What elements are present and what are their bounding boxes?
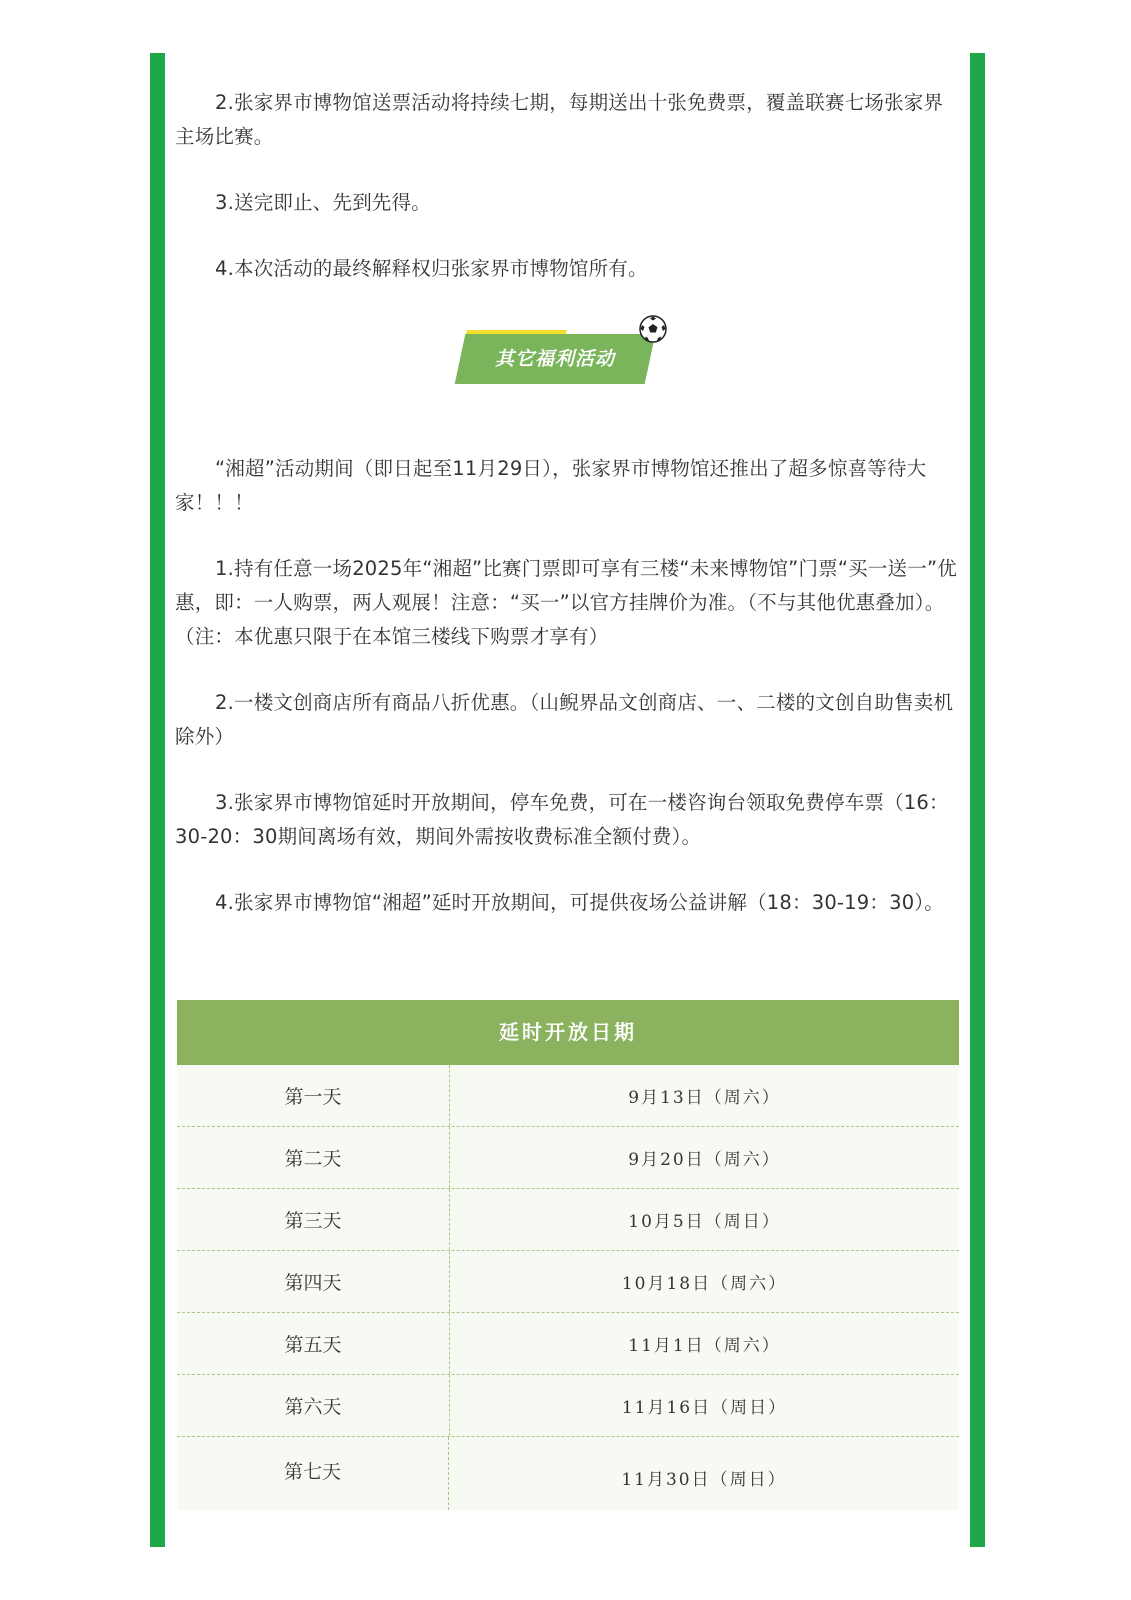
benefit-paragraph: 4.张家界市博物馆“湘超”延时开放期间，可提供夜场公益讲解（18：30-19：30）。	[215, 891, 944, 914]
date-cell: 11月16日（周日）	[621, 1398, 788, 1418]
benefit-paragraph: 1.持有任意一场2025年“湘超”比赛门票即可享有三楼“未来博物馆”门票“买一送一”优惠，即：一人购票，两人观展！注意：“买一”以官方挂牌价为准。（不与其他优惠叠加）。（注：本优惠只限于在本馆三楼线下购票才享有）	[175, 557, 957, 648]
schedule-table	[177, 1000, 959, 1510]
day-cell: 第三天	[177, 1189, 450, 1250]
benefit-paragraph: 2.一楼文创商店所有商品八折优惠。（山鲵界品文创商店、一、二楼的文创自助售卖机除外）	[175, 691, 954, 748]
left-frame-bar	[150, 53, 165, 1547]
table-row	[177, 1127, 959, 1189]
date-cell: 10月18日（周六）	[621, 1274, 788, 1294]
day-cell: 第六天	[177, 1375, 450, 1436]
rule-paragraph: 3.送完即止、先到先得。	[215, 191, 432, 214]
rule-paragraph: 2.张家界市博物馆送票活动将持续七期，每期送出十张免费票，覆盖联赛七场张家界主场比赛。	[175, 91, 944, 148]
table-row	[177, 1065, 959, 1127]
table-row	[177, 1313, 959, 1375]
table-row	[177, 1437, 959, 1510]
soccer-ball-icon	[638, 314, 668, 344]
day-cell: 第七天	[177, 1437, 449, 1510]
day-cell: 第五天	[177, 1313, 450, 1374]
benefit-paragraph: 3.张家界市博物馆延时开放期间，停车免费，可在一楼咨询台领取免费停车票（16：30-20：30期间离场有效，期间外需按收费标准全额付费）。	[175, 791, 949, 848]
date-cell: 9月20日（周六）	[628, 1150, 781, 1170]
table-row	[177, 1251, 959, 1313]
day-cell: 第一天	[177, 1065, 450, 1126]
day-cell: 第二天	[177, 1127, 450, 1188]
date-cell: 9月13日（周六）	[628, 1088, 781, 1108]
schedule-table-body	[177, 1065, 959, 1510]
date-cell: 10月5日（周日）	[628, 1212, 781, 1232]
date-cell: 11月1日（周六）	[628, 1336, 781, 1356]
date-cell: 11月30日（周日）	[621, 1470, 787, 1490]
article-body	[175, 86, 958, 920]
table-row	[177, 1375, 959, 1437]
section-banner	[175, 314, 958, 454]
banner-title: 其它福利活动	[494, 348, 615, 370]
schedule-table-header: 延时开放日期	[177, 1000, 959, 1065]
day-cell: 第四天	[177, 1251, 450, 1312]
right-frame-bar	[970, 53, 985, 1547]
rule-paragraph: 4.本次活动的最终解释权归张家界市博物馆所有。	[215, 257, 648, 280]
table-row	[177, 1189, 959, 1251]
intro-paragraph: “湘超”活动期间（即日起至11月29日），张家界市博物馆还推出了超多惊喜等待大家！！！	[175, 457, 927, 514]
